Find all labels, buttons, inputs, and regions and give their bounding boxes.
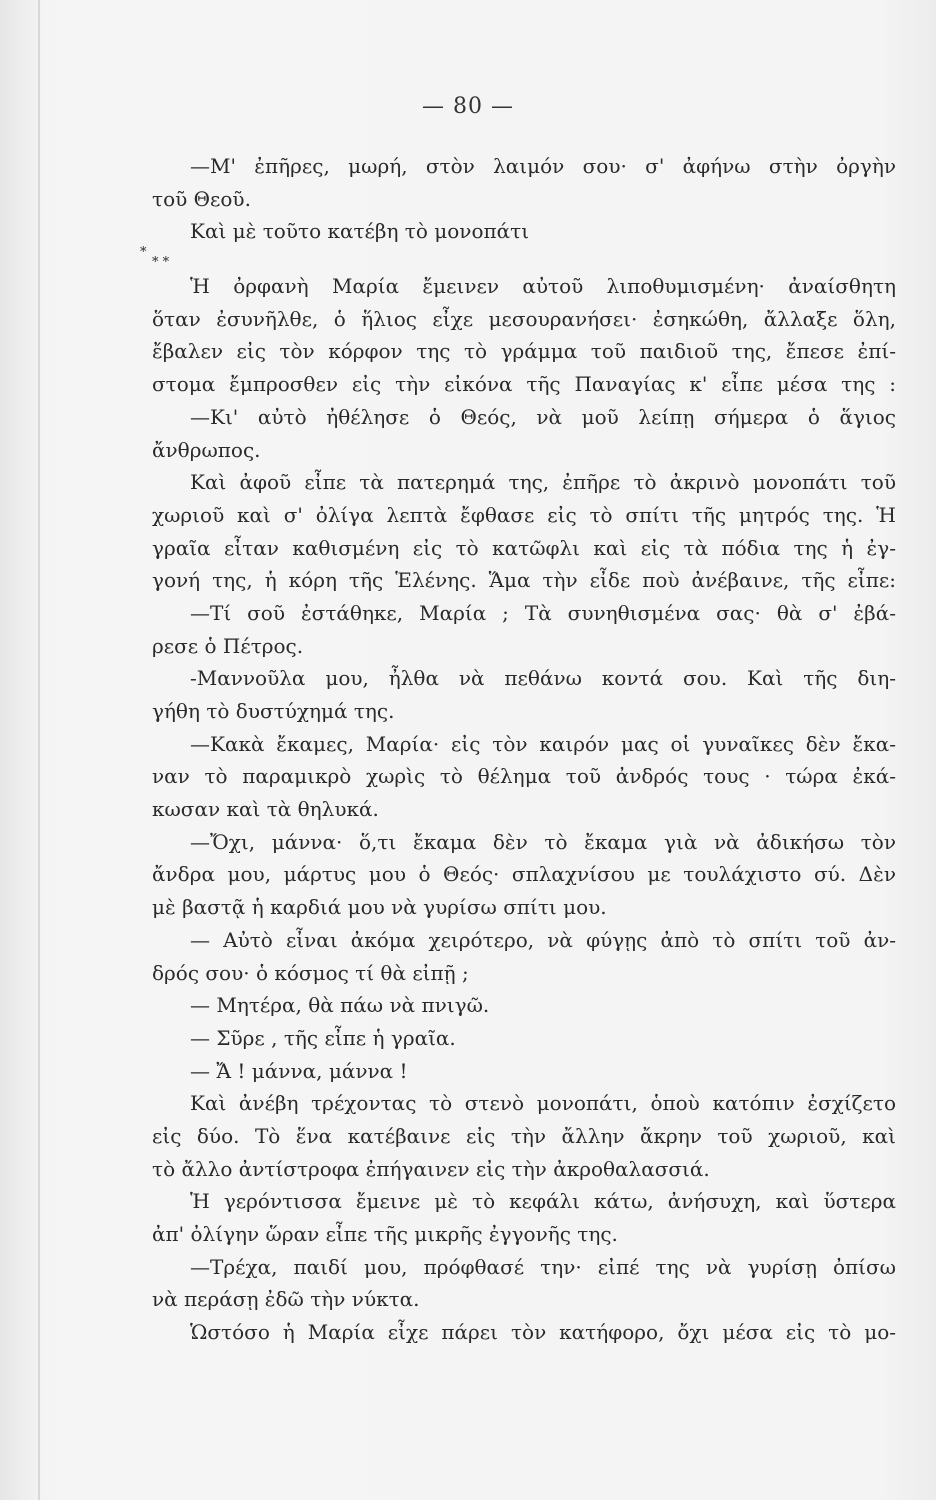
body-text [140,150,896,1349]
text-line: γήθη τὸ δυστύχημά της. [152,699,395,723]
text-line: —Μ' ἐπῆρες, μωρή, στὸν λαιμόν σου· σ' ἀφήνω στὴν ὀργὴν [190,154,896,178]
text-line: ἄνθρωπος. [152,437,261,462]
text-line: -Μαννοῦλα μου, ἦλθα νὰ πεθάνω κοντά σου. Καὶ τῆς διη- [190,666,896,691]
section-asterism: * * * [140,245,170,271]
text-line: τὸ ἄλλο ἀντίστροφα ἐπήγαινεν εἰς τὴν ἀκροθαλασσιά. [152,1156,710,1181]
text-line: — Αὐτὸ εἶναι ἀκόμα χειρότερο, νὰ φύγῃς ἀπὸ τὸ σπίτι τοῦ ἀν- [190,927,896,952]
text-line: ὅταν ἐσυνῆλθε, ὁ ἥλιος εἶχε μεσουρανήσει· ἐσηκώθη, ἄλλαξε ὅλη, [152,306,896,331]
text-line: — Σῦρε , τῆς εἶπε ἡ γραῖα. [190,1025,456,1050]
text-line: γραῖα εἶταν καθισμένη εἰς τὸ κατῶφλι καὶ εἰς τὰ πόδια της ἡ ἐγ- [152,535,896,560]
text-line: —Τρέχα, παιδί μου, πρόφθασέ την· εἰπέ της νὰ γυρίσῃ ὀπίσω [190,1254,896,1279]
text-line: μὲ βαστᾷ ἡ καρδιά μου νὰ γυρίσω σπίτι μου. [152,895,607,920]
text-line: —Κι' αὐτὸ ἠθέλησε ὁ Θεός, νὰ μοῦ λείπῃ σήμερα ὁ ἅγιος [190,404,896,429]
text-line: ναν τὸ παραμικρὸ χωρὶς τὸ θέλημα τοῦ ἀνδρός τους · τώρα ἐκά- [152,764,896,789]
text-line: ἔβαλεν εἰς τὸν κόρφον της τὸ γράμμα τοῦ παιδιοῦ της, ἔπεσε ἐπί- [152,339,896,364]
text-line: κωσαν καὶ τὰ θηλυκά. [152,797,379,822]
text-line: Καὶ ἀφοῦ εἶπε τὰ πατερημά της, ἐπῆρε τὸ ἀκρινὸ μονοπάτι τοῦ [190,470,896,495]
text-line: Καὶ ἀνέβη τρέχοντας τὸ στενὸ μονοπάτι, ὁποὺ κατόπιν ἐσχίζετο [190,1091,896,1116]
text-line: —Κακὰ ἔκαμες, Μαρία· εἰς τὸν καιρόν μας οἱ γυναῖκες δὲν ἔκα- [190,731,896,756]
text-line: —Τί σοῦ ἐστάθηκε, Μαρία ; Τὰ συνηθισμένα σας· θὰ σ' ἐβά- [190,600,896,625]
text-line: ρεσε ὁ Πέτρος. [152,633,304,658]
text-line: γονή της, ἡ κόρη τῆς Ἑλένης. Ἅμα τὴν εἶδε ποὺ ἀνέβαινε, τῆς εἶπε: [152,568,896,593]
text-line: Ὡστόσο ἡ Μαρία εἶχε πάρει τὸν κατήφορο, ὄχι μέσα εἰς τὸ μο- [190,1320,896,1345]
text-line: ἀπ' ὀλίγην ὥραν εἶπε τῆς μικρῆς ἐγγονῆς της. [152,1222,618,1246]
text-line: Ἡ ὀρφανὴ Μαρία ἔμεινεν αὐτοῦ λιποθυμισμένη· ἀναίσθητη [190,274,896,299]
text-line: δρός σου· ὁ κόσμος τί θὰ εἰπῇ ; [152,960,469,985]
text-line: στομα ἔμπροσθεν εἰς τὴν εἰκόνα τῆς Παναγίας κ' εἶπε μέσα της : [152,372,896,397]
text-line: εἰς δύο. Τὸ ἕνα κατέβαινε εἰς τὴν ἄλλην ἄκρην τοῦ χωριοῦ, καὶ [152,1123,896,1148]
text-line: τοῦ Θεοῦ. [152,186,251,211]
page-edge [38,0,40,1500]
text-line: ἄνδρα μου, μάρτυς μου ὁ Θεός· σπλαχνίσου με τουλάχιστο σύ. Δὲν [152,862,896,887]
text-line: Ἡ γερόντισσα ἔμεινε μὲ τὸ κεφάλι κάτω, ἀνήσυχη, καὶ ὕστερα [190,1189,896,1214]
text-line: Καὶ μὲ τοῦτο κατέβη τὸ μονοπάτι [190,219,530,244]
text-line: —Ὄχι, μάννα· ὅ,τι ἔκαμα δὲν τὸ ἔκαμα γιὰ νὰ ἀδικήσω τὸν [190,829,896,854]
text-line: νὰ περάσῃ ἐδῶ τὴν νύκτα. [152,1287,420,1312]
text-line: — Μητέρα, θὰ πάω νὰ πνιγῶ. [190,993,490,1018]
text-line: — Ἄ ! μάννα, μάννα ! [190,1058,408,1083]
text-line: χωριοῦ καὶ σ' ὀλίγα λεπτὰ ἔφθασε εἰς τὸ σπίτι τῆς μητρός της. Ἡ [152,502,896,527]
page-number: — 80 — [422,94,514,119]
